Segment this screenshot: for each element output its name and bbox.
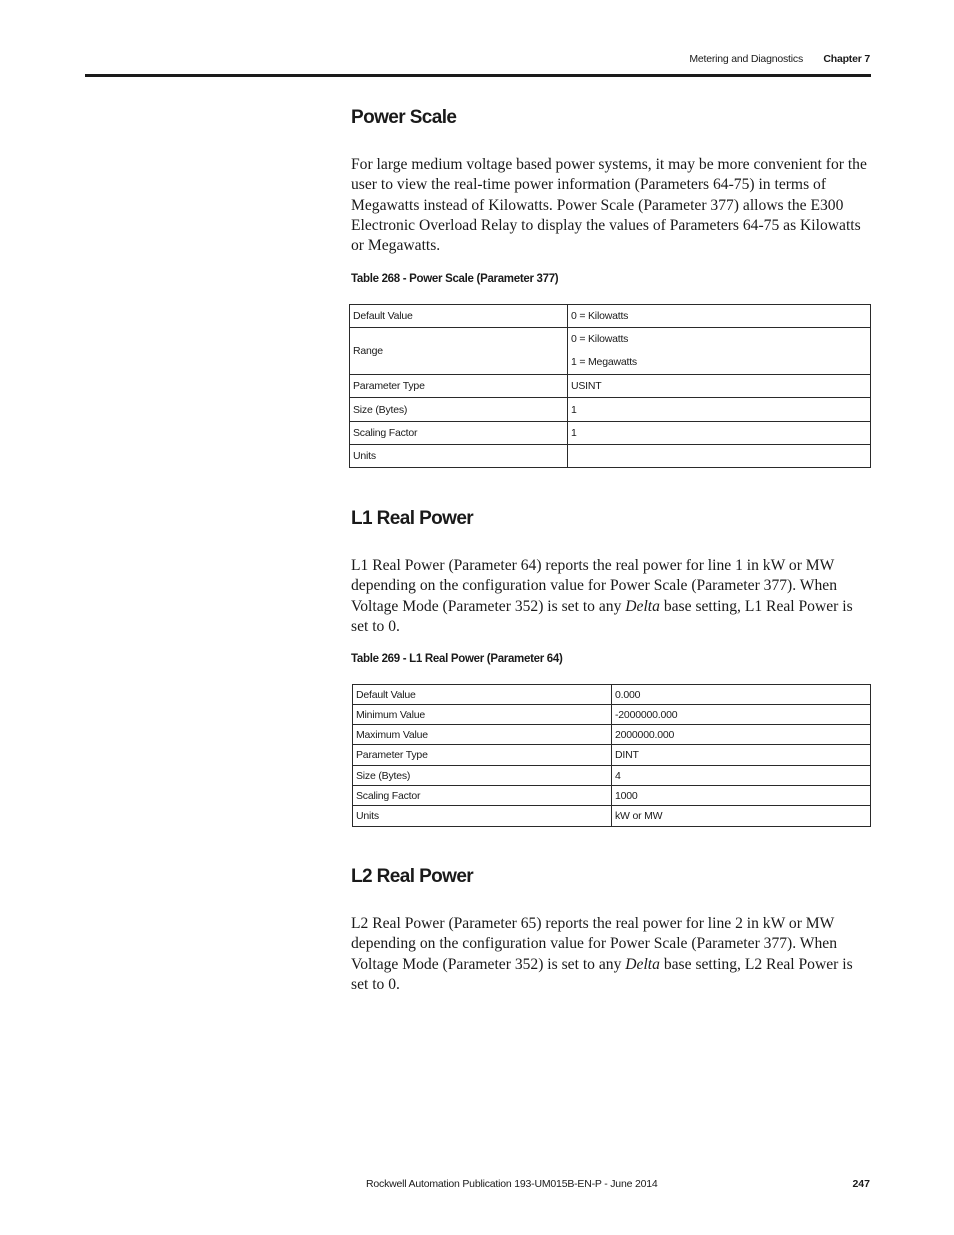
cell-label: Maximum Value: [353, 725, 612, 745]
table-row: [350, 375, 871, 398]
table-row: [353, 766, 871, 786]
heading-l2-real-power: L2 Real Power: [351, 866, 474, 887]
table-row: [350, 398, 871, 422]
table-caption-269: Table 269 - L1 Real Power (Parameter 64): [351, 653, 563, 665]
cell-label: Scaling Factor: [353, 786, 612, 806]
paragraph-text: L2 Real Power (Parameter 65) reports the real power for line 2 in kW or MW depending on the configuration value for Power Scale (Parameter 377). When Voltage Mode (Parameter 352) is set to any: [351, 915, 837, 973]
emphasis-delta: Delta: [625, 955, 660, 973]
table-row: [353, 705, 871, 725]
cell-label: Minimum Value: [353, 705, 612, 725]
cell-value: 0.000: [612, 685, 871, 705]
table-row: [350, 422, 871, 445]
table-row: [353, 786, 871, 806]
emphasis-delta: Delta: [625, 597, 660, 615]
table-row: [350, 305, 871, 328]
cell-value: -2000000.000: [612, 705, 871, 725]
range-value-line: 1 = Megawatts: [571, 356, 637, 368]
table-caption-268: Table 268 - Power Scale (Parameter 377): [351, 273, 559, 285]
table-row: [353, 725, 871, 745]
table-row: [353, 685, 871, 705]
cell-label: Default Value: [350, 305, 568, 328]
paragraph-text: base setting, L1 Real Power is set to 0.: [351, 597, 853, 635]
cell-value: 2000000.000: [612, 725, 871, 745]
cell-value-range: [568, 328, 871, 375]
table-row: [353, 745, 871, 766]
cell-label: Parameter Type: [350, 375, 568, 398]
page-number: 247: [852, 1178, 870, 1190]
cell-label: Units: [350, 445, 568, 468]
table-row: [350, 445, 871, 468]
cell-label: Size (Bytes): [350, 398, 568, 422]
paragraph-power-scale: For large medium voltage based power systems, it may be more convenient for the user to view the real-time power information (Parameters 64-75) in terms of Megawatts instead of Kilowatts. Power Scale (Parameter 377) allows the E300 Electronic Overload Relay to display the values of Parameters 64-75 as Kilowatts or Megawatts.: [351, 156, 867, 255]
cell-label: Default Value: [353, 685, 612, 705]
cell-label: Size (Bytes): [353, 766, 612, 786]
running-header-section: Metering and Diagnostics: [689, 53, 803, 65]
header-rule: [85, 74, 871, 77]
heading-power-scale: Power Scale: [351, 107, 457, 128]
cell-value: 1: [568, 422, 871, 445]
table-power-scale: [349, 304, 871, 468]
range-value-line: 0 = Kilowatts: [571, 333, 629, 345]
cell-value: [568, 445, 871, 468]
footer-publication: Rockwell Automation Publication 193-UM015B-EN-P - June 2014: [366, 1178, 658, 1190]
cell-value: 1000: [612, 786, 871, 806]
paragraph-l1-real-power: [351, 556, 871, 637]
running-header-chapter: Chapter 7: [823, 53, 870, 65]
cell-value: 4: [612, 766, 871, 786]
cell-value: kW or MW: [612, 806, 871, 827]
table-row: [350, 328, 871, 375]
paragraph-l2-real-power: [351, 914, 871, 995]
cell-value: 1: [568, 398, 871, 422]
heading-l1-real-power: L1 Real Power: [351, 508, 474, 529]
table-l1-real-power: [352, 684, 871, 827]
cell-label: Scaling Factor: [350, 422, 568, 445]
cell-label: Range: [350, 328, 568, 375]
paragraph-text: L1 Real Power (Parameter 64) reports the real power for line 1 in kW or MW depending on the configuration value for Power Scale (Parameter 377). When Voltage Mode (Parameter 352) is set to any: [351, 557, 837, 615]
paragraph-text: base setting, L2 Real Power is set to 0.: [351, 955, 853, 993]
table-row: [353, 806, 871, 827]
cell-value: USINT: [568, 375, 871, 398]
cell-value: 0 = Kilowatts: [568, 305, 871, 328]
cell-label: Parameter Type: [353, 745, 612, 766]
cell-value: DINT: [612, 745, 871, 766]
cell-label: Units: [353, 806, 612, 827]
